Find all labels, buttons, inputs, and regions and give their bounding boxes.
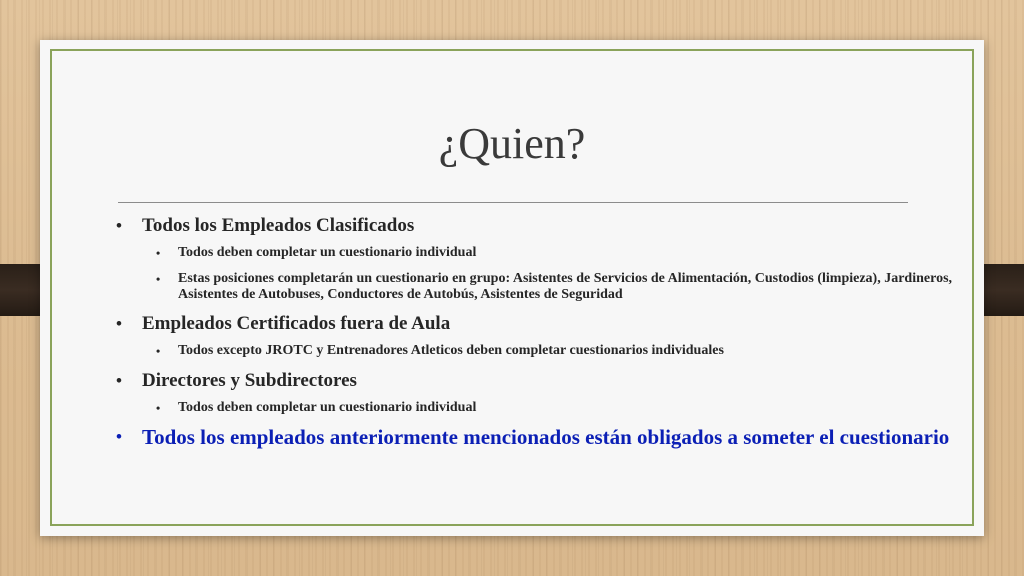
highlighted-bullet-item — [116, 426, 966, 448]
bullet-item — [116, 369, 966, 392]
slide-content — [116, 214, 966, 448]
bullet-item — [116, 214, 966, 237]
bullet-icon: • — [156, 401, 161, 415]
highlighted-bullet-text: Todos los empleados anteriormente mencionados están obligados a someter el cuestionario — [142, 425, 950, 449]
bullet-icon: • — [116, 427, 122, 446]
bullet-icon: • — [156, 344, 161, 358]
title-divider — [118, 202, 908, 203]
sub-bullet-item — [116, 245, 966, 261]
bullet-icon: • — [156, 272, 161, 286]
sub-bullet-item — [116, 343, 966, 359]
slide-title: ¿Quien? — [438, 119, 586, 168]
bullet-icon: • — [116, 314, 122, 333]
bullet-icon: • — [116, 371, 122, 390]
bullet-icon: • — [116, 216, 122, 235]
bullet-icon: • — [156, 246, 161, 260]
bullet-item — [116, 312, 966, 335]
sub-bullet-item — [116, 400, 966, 416]
sub-bullet-item — [116, 271, 966, 303]
bullet-text: Empleados Certificados fuera de Aula — [142, 313, 451, 334]
slide-card — [40, 40, 984, 536]
sub-bullet-text: Todos deben completar un cuestionario individual — [178, 400, 477, 415]
sub-bullet-text: Todos excepto JROTC y Entrenadores Atleticos deben completar cuestionarios individuales — [178, 343, 724, 358]
sub-bullet-text: Estas posiciones completarán un cuestionario en grupo: Asistentes de Servicios de Alimentación, Custodios (limpieza), Jardineros, Asistentes de Autobuses, Conductores de Autobús, Asistentes de Seguridad — [178, 271, 953, 302]
bullet-text: Directores y Subdirectores — [142, 370, 357, 391]
bullet-text: Todos los Empleados Clasificados — [142, 215, 415, 236]
sub-bullet-text: Todos deben completar un cuestionario individual — [178, 245, 477, 260]
